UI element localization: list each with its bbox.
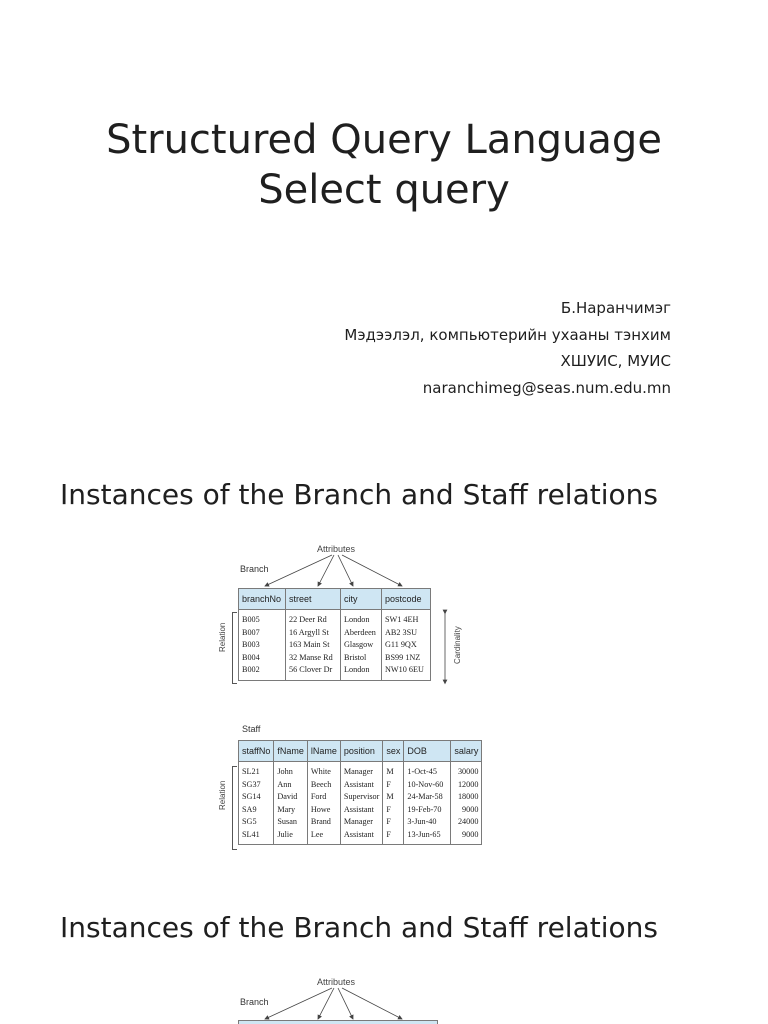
table-cell: B005 (239, 610, 286, 627)
branch-col-postcode: postcode (382, 589, 431, 610)
table-cell: F (383, 779, 404, 792)
table-cell: Howe (307, 804, 340, 817)
staff-col-position: position (340, 741, 382, 762)
cardinality-label: Cardinality (453, 626, 462, 664)
table-cell: 24-Mar-58 (404, 791, 451, 804)
table-cell: G11 9QX (382, 639, 431, 652)
table-cell: 16 Argyll St (286, 627, 341, 640)
table-cell: David (274, 791, 308, 804)
table-cell: Manager (340, 816, 382, 829)
attributes-label: Attributes (317, 977, 356, 987)
author-block (344, 295, 671, 401)
table-cell: Susan (274, 816, 308, 829)
title-line-1: Structured Query Language (106, 117, 662, 163)
table-cell: SA9 (239, 804, 274, 817)
table-cell: B002 (239, 664, 286, 680)
table-cell: Manager (340, 762, 382, 779)
attributes-label: Attributes (317, 544, 356, 554)
table-cell: Bristol (341, 652, 382, 665)
table-cell: AB2 3SU (382, 627, 431, 640)
table-row (239, 804, 482, 817)
table-cell: SL41 (239, 829, 274, 845)
table-cell: F (383, 804, 404, 817)
table-cell: London (341, 664, 382, 680)
table-row (239, 791, 482, 804)
relation-brace (232, 766, 237, 850)
table-cell: 9000 (451, 829, 482, 845)
table-cell: BS99 1NZ (382, 652, 431, 665)
table-cell: 12000 (451, 779, 482, 792)
table-cell: 3-Jun-40 (404, 816, 451, 829)
table-cell: Beech (307, 779, 340, 792)
table-cell: SG5 (239, 816, 274, 829)
branch-col-branchno: branchNo (239, 589, 286, 610)
table-cell: Brand (307, 816, 340, 829)
branch-label: Branch (240, 997, 269, 1007)
author-school: ХШУИС, МУИС (560, 352, 671, 370)
staff-col-lname: lName (307, 741, 340, 762)
branch-relation-figure (210, 540, 510, 690)
table-row (239, 762, 482, 779)
table-cell: SG14 (239, 791, 274, 804)
branch-col-city: city (341, 589, 382, 610)
branch-label: Branch (240, 564, 269, 574)
table-cell: 163 Main St (286, 639, 341, 652)
table-cell: Ann (274, 779, 308, 792)
staff-table-body (239, 762, 482, 845)
author-department: Мэдээлэл, компьютерийн ухааны тэнхим (344, 325, 671, 344)
table-cell: 9000 (451, 804, 482, 817)
table-cell: Supervisor (340, 791, 382, 804)
table-cell: 1-Oct-45 (404, 762, 451, 779)
table-cell: Lee (307, 829, 340, 845)
table-cell: B004 (239, 652, 286, 665)
staff-col-salary: salary (451, 741, 482, 762)
slide-heading-2: Instances of the Branch and Staff relations (60, 911, 658, 944)
branch-col-street: street (286, 589, 341, 610)
author-email: naranchimeg@seas.num.edu.mn (422, 378, 671, 397)
table-cell: M (383, 762, 404, 779)
author-name: Б.Наранчимэг (560, 299, 671, 317)
staff-col-staffno: staffNo (239, 741, 274, 762)
cardinality-arrow (210, 540, 510, 690)
table-cell: F (383, 816, 404, 829)
table-cell: F (383, 829, 404, 845)
table-cell: SL21 (239, 762, 274, 779)
table-cell: 24000 (451, 816, 482, 829)
table-cell: 18000 (451, 791, 482, 804)
staff-col-dob: DOB (404, 741, 451, 762)
staff-relation-figure (210, 722, 510, 857)
table-row (239, 829, 482, 845)
table-cell: Julie (274, 829, 308, 845)
table-cell: 13-Jun-65 (404, 829, 451, 845)
table-cell: SG37 (239, 779, 274, 792)
table-cell: White (307, 762, 340, 779)
table-cell: Aberdeen (341, 627, 382, 640)
table-cell: 32 Manse Rd (286, 652, 341, 665)
table-cell: 22 Deer Rd (286, 610, 341, 627)
relation-label: Relation (218, 622, 227, 652)
table-cell: Assistant (340, 804, 382, 817)
staff-col-sex: sex (383, 741, 404, 762)
table-row (239, 816, 482, 829)
table-cell: M (383, 791, 404, 804)
branch-table-header-partial (238, 1020, 438, 1024)
table-cell: 30000 (451, 762, 482, 779)
staff-label: Staff (242, 724, 261, 734)
table-cell: John (274, 762, 308, 779)
table-cell: B003 (239, 639, 286, 652)
title-line-2: Select query (258, 167, 510, 213)
table-cell: Glasgow (341, 639, 382, 652)
table-cell: Mary (274, 804, 308, 817)
table-row (239, 779, 482, 792)
staff-col-fname: fName (274, 741, 308, 762)
table-cell: Assistant (340, 779, 382, 792)
document-title (0, 115, 768, 215)
table-cell: 10-Nov-60 (404, 779, 451, 792)
table-cell: 56 Clover Dr (286, 664, 341, 680)
relation-label: Relation (218, 780, 227, 810)
table-cell: B007 (239, 627, 286, 640)
table-cell: London (341, 610, 382, 627)
table-cell: SW1 4EH (382, 610, 431, 627)
branch-relation-figure-2 (210, 973, 510, 1024)
staff-header-row (239, 741, 482, 762)
table-cell: Ford (307, 791, 340, 804)
table-cell: Assistant (340, 829, 382, 845)
slide-heading: Instances of the Branch and Staff relations (60, 478, 658, 511)
table-cell: NW10 6EU (382, 664, 431, 680)
table-cell: 19-Feb-70 (404, 804, 451, 817)
staff-table (238, 740, 482, 845)
